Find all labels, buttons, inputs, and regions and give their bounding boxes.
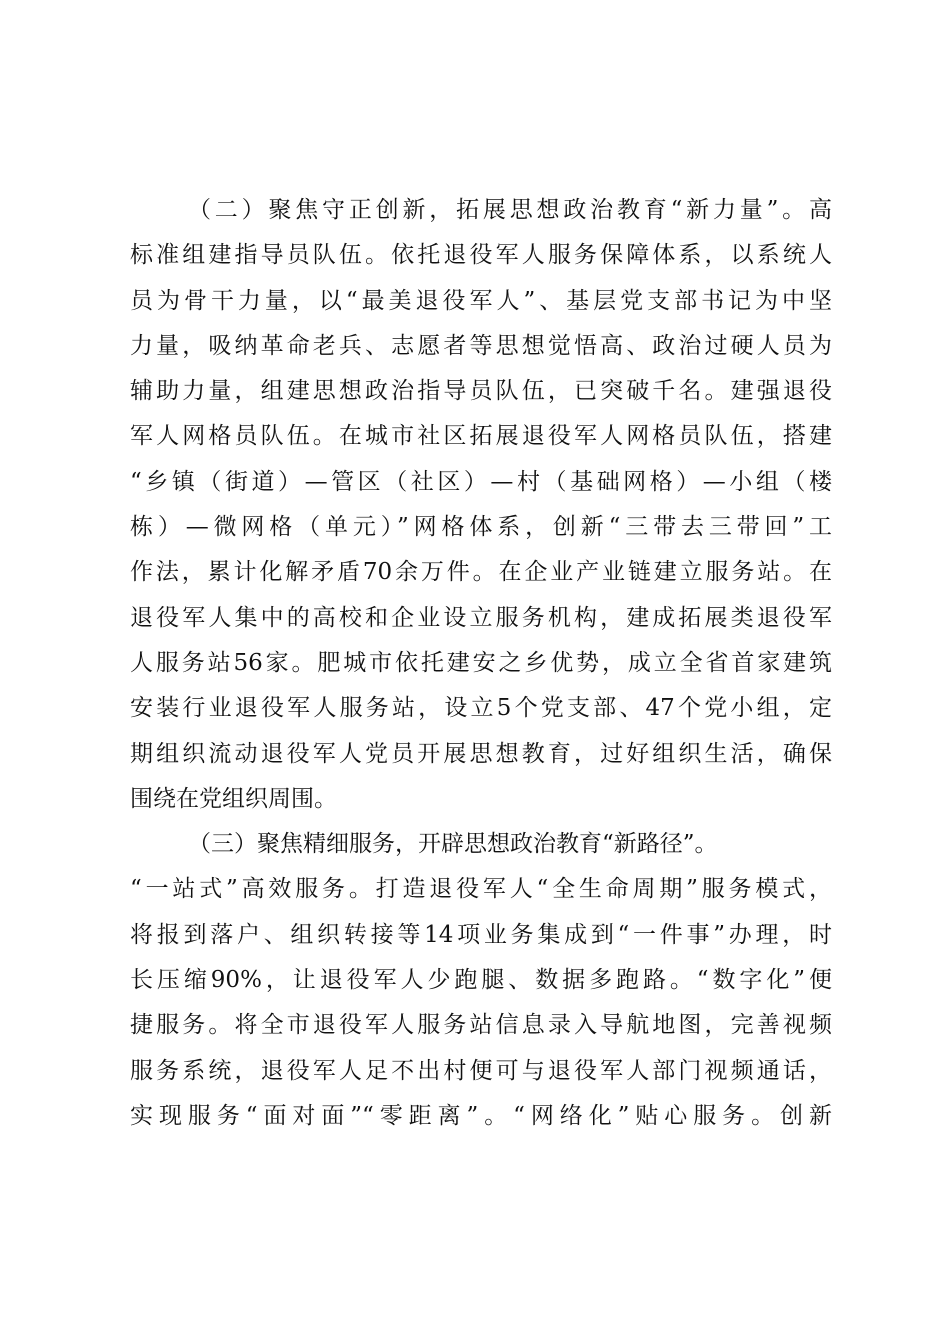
text-line: 安装行业退役军人服务站，设立5个党支部、47个党小组，定 — [130, 695, 832, 722]
text-line: 捷服务。将全市退役军人服务站信息录入导航地图，完善视频 — [130, 1012, 832, 1039]
text-line: （三）聚焦精细服务，开辟思想政治教育“新路径”。 — [188, 831, 718, 858]
text-line: 退役军人集中的高校和企业设立服务机构，建成拓展类退役军 — [130, 604, 832, 631]
text-line: 实现服务“面对面”“零距离”。“网络化”贴心服务。创新 — [130, 1102, 832, 1129]
text-line: 将报到落户、组织转接等14项业务集成到“一件事”办理，时 — [130, 921, 832, 948]
document-page — [130, 188, 832, 1139]
text-line: “一站式”高效服务。打造退役军人“全生命周期”服务模式， — [130, 876, 832, 903]
paragraph-section-3 — [130, 822, 832, 1139]
text-line: 期组织流动退役军人党员开展思想教育，过好组织生活，确保 — [130, 740, 832, 767]
text-line: （二）聚焦守正创新，拓展思想政治教育“新力量”。高 — [188, 197, 832, 223]
text-line: 标准组建指导员队伍。依托退役军人服务保障体系，以系统人 — [130, 242, 832, 269]
text-line: 作法，累计化解矛盾70余万件。在企业产业链建立服务站。在 — [130, 559, 832, 586]
paragraph-section-2 — [130, 188, 832, 822]
text-line: 围绕在党组织周围。 — [130, 785, 337, 812]
text-line: 员为骨干力量，以“最美退役军人”、基层党支部书记为中坚 — [130, 287, 832, 314]
text-line: 力量，吸纳革命老兵、志愿者等思想觉悟高、政治过硬人员为 — [130, 332, 832, 359]
text-line: “乡镇（街道）—管区（社区）—村（基础网格）—小组（楼 — [130, 468, 832, 495]
text-line: 辅助力量，组建思想政治指导员队伍，已突破千名。建强退役 — [130, 378, 832, 405]
text-line: 长压缩90%，让退役军人少跑腿、数据多跑路。“数字化”便 — [130, 967, 832, 994]
text-line: 军人网格员队伍。在城市社区拓展退役军人网格员队伍，搭建 — [130, 423, 832, 450]
text-line: 服务系统，退役军人足不出村便可与退役军人部门视频通话， — [130, 1057, 832, 1084]
text-line: 人服务站56家。肥城市依托建安之乡优势，成立全省首家建筑 — [130, 649, 832, 676]
text-line: 栋）—微网格（单元）”网格体系，创新“三带去三带回”工 — [130, 514, 832, 541]
